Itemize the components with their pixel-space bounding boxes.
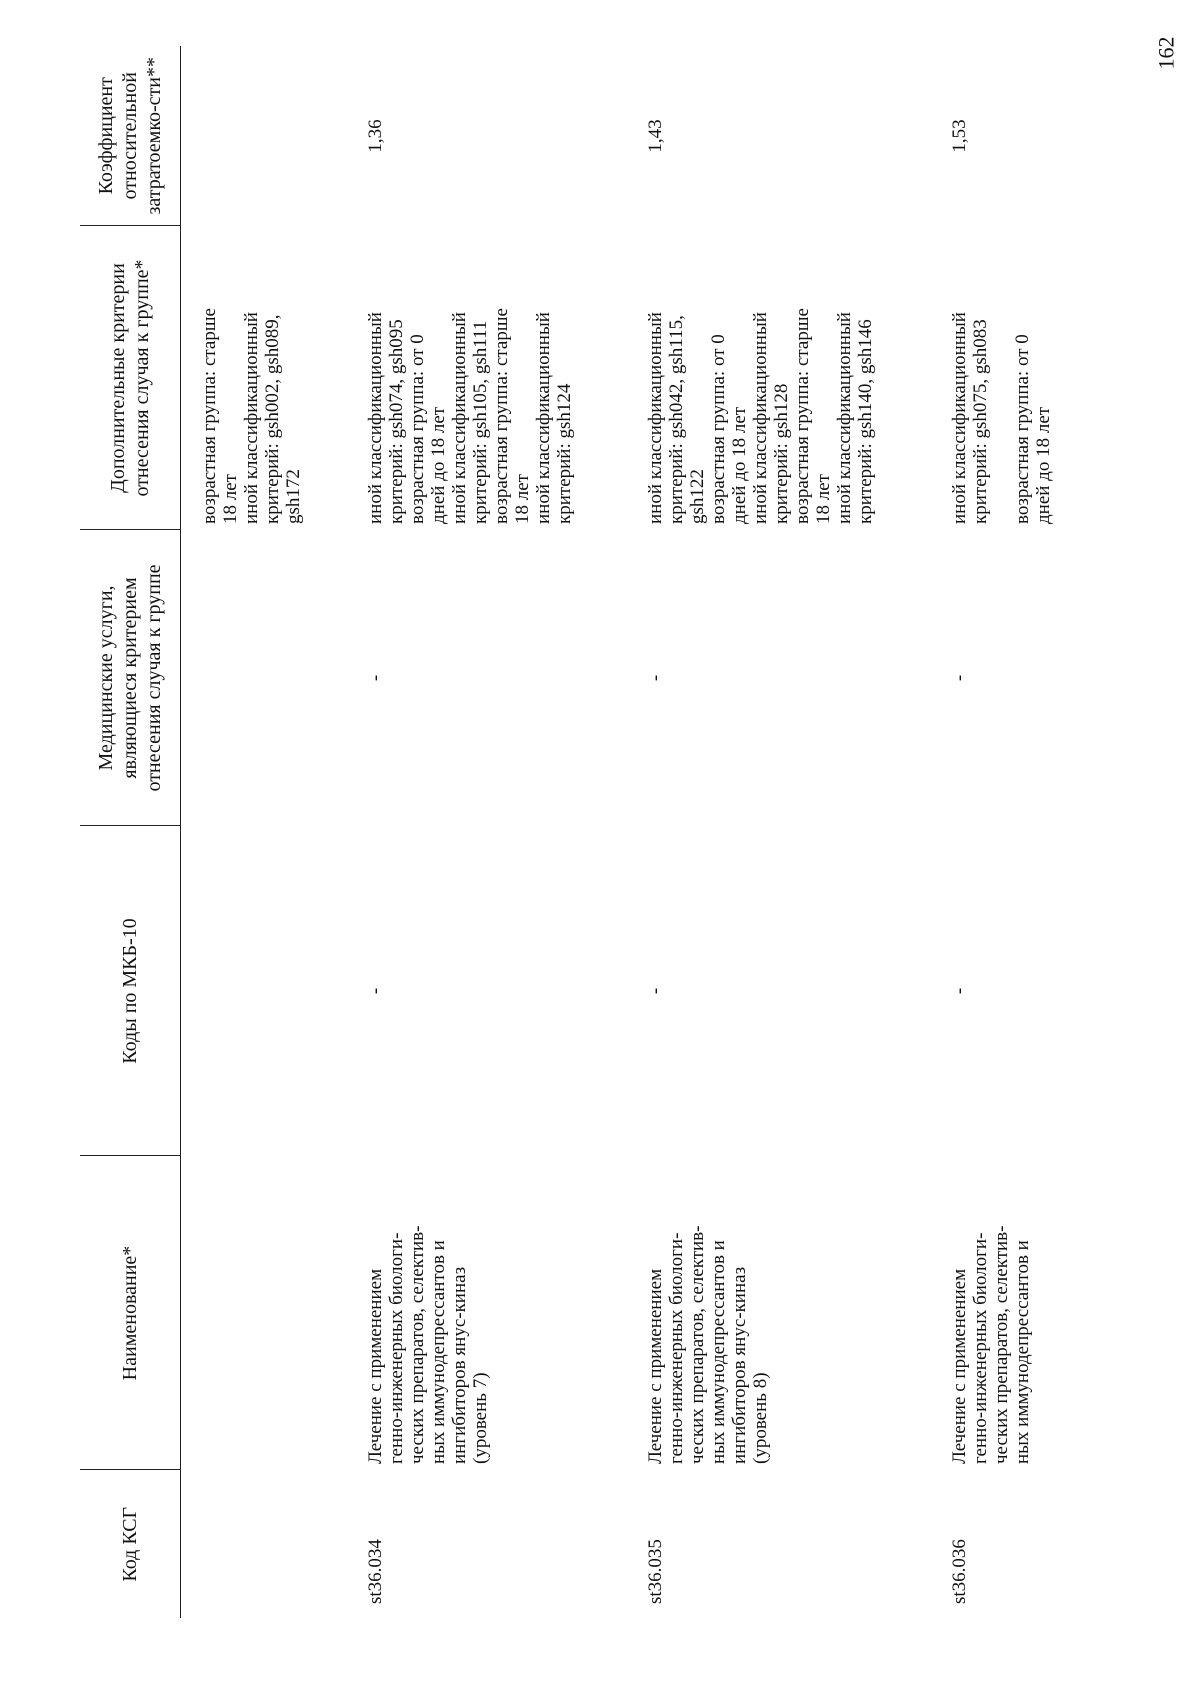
criteria-line: 18 лет <box>512 474 533 524</box>
cell-coefficient <box>181 46 350 226</box>
criteria-spacer <box>991 232 1012 524</box>
criteria-line: дней до 18 лет <box>729 406 750 524</box>
criteria-line: критерий: gsh042, gsh115, <box>666 315 687 524</box>
name-line: генно-инженерных биологи- <box>970 1232 991 1464</box>
name-line: ингибиторов янус-киназ <box>729 1266 750 1464</box>
criteria-line: критерий: gsh105, gsh111 <box>470 320 491 524</box>
name-line: ных иммунодепрессантов и <box>1012 1240 1033 1464</box>
cell-services: - <box>365 674 386 682</box>
cell-criteria <box>349 226 633 530</box>
criteria-line: иной классификационный <box>533 312 554 524</box>
criteria-line: gsh122 <box>687 469 708 524</box>
name-line: (уровень 7) <box>470 1372 491 1464</box>
header-coefficient: Коэффициент относительной затратоемко-сти** <box>80 46 181 226</box>
cell-criteria <box>937 226 1123 530</box>
table-row-continuation <box>181 46 350 1618</box>
cell-code: st36.036 <box>949 1539 970 1604</box>
cell-criteria <box>633 226 937 530</box>
criteria-line: дней до 18 лет <box>428 406 449 524</box>
cell-code <box>181 1470 350 1618</box>
cell-coefficient: 1,43 <box>645 119 666 153</box>
name-line: генно-инженерных биологи- <box>666 1232 687 1464</box>
criteria-line: иной классификационный <box>365 312 386 524</box>
name-line: Лечение с применением <box>365 1268 386 1464</box>
name-line: Лечение с применением <box>645 1268 666 1464</box>
name-line: ческих препаратов, селектив- <box>407 1225 428 1464</box>
ksg-table <box>80 46 1123 1618</box>
criteria-line: возрастная группа: старше <box>792 308 813 524</box>
criteria-line: возрастная группа: старше <box>491 308 512 524</box>
criteria-line: иной классификационный <box>645 312 666 524</box>
criteria-line: дней до 18 лет <box>1033 406 1054 524</box>
table-header-row <box>80 46 181 1618</box>
criteria-line: критерий: gsh074, gsh095 <box>386 319 407 524</box>
criteria-line: иной классификационный <box>449 312 470 524</box>
cell-mkb: - <box>365 987 386 995</box>
cell-code: st36.035 <box>645 1539 666 1604</box>
header-mkb-codes: Коды по МКБ-10 <box>80 826 181 1156</box>
table-row <box>349 46 633 1618</box>
cell-mkb: - <box>645 987 666 995</box>
criteria-line: иной классификационный <box>750 312 771 524</box>
name-line: ингибиторов янус-киназ <box>449 1266 470 1464</box>
criteria-line: возрастная группа: от 0 <box>1012 334 1033 524</box>
cell-services: - <box>949 674 970 682</box>
table-row <box>633 46 937 1618</box>
name-line: генно-инженерных биологи- <box>386 1232 407 1464</box>
header-name: Наименование* <box>80 1156 181 1470</box>
name-line: Лечение с применением <box>949 1268 970 1464</box>
cell-coefficient: 1,53 <box>949 119 970 153</box>
cell-mkb <box>181 826 350 1156</box>
cell-name <box>181 1156 350 1470</box>
rotated-table-sheet <box>80 46 1145 1618</box>
cell-name <box>349 1156 633 1470</box>
name-line: ческих препаратов, селектив- <box>687 1225 708 1464</box>
name-line: ных иммунодепрессантов и <box>708 1240 729 1464</box>
cell-name <box>633 1156 937 1470</box>
name-line: ных иммунодепрессантов и <box>428 1240 449 1464</box>
criteria-line: возрастная группа: от 0 <box>407 334 428 524</box>
header-additional-criteria: Дополнительные критерии отнесения случая к группе* <box>80 226 181 530</box>
cell-name <box>937 1156 1123 1470</box>
criteria-line: возрастная группа: от 0 <box>708 334 729 524</box>
criteria-line: критерий: gsh124 <box>554 383 575 524</box>
criteria-line: критерий: gsh075, gsh083 <box>970 319 991 524</box>
criteria-line: иной классификационный <box>241 312 262 524</box>
table-row <box>937 46 1123 1618</box>
cell-coefficient: 1,36 <box>365 119 386 153</box>
criteria-line: 18 лет <box>220 474 241 524</box>
criteria-line: критерий: gsh002, gsh089, <box>262 314 283 524</box>
criteria-line: gsh172 <box>283 469 304 524</box>
criteria-line: возрастная группа: старше <box>199 308 220 524</box>
cell-mkb: - <box>949 987 970 995</box>
cell-services <box>181 530 350 826</box>
cell-services: - <box>645 674 666 682</box>
criteria-line: критерий: gsh128 <box>771 383 792 524</box>
cell-criteria <box>181 226 350 530</box>
criteria-line: иной классификационный <box>949 312 970 524</box>
name-line: ческих препаратов, селектив- <box>991 1225 1012 1464</box>
page-number: 162 <box>1153 36 1179 70</box>
name-line: (уровень 8) <box>750 1372 771 1464</box>
criteria-line: критерий: gsh140, gsh146 <box>855 319 876 524</box>
cell-code: st36.034 <box>365 1539 386 1604</box>
header-medical-services: Медицинские услуги, являющиеся критерием отнесения случая к группе <box>80 530 181 826</box>
header-ksg-code: Код КСГ <box>80 1470 181 1618</box>
criteria-line: 18 лет <box>813 474 834 524</box>
criteria-line: иной классификационный <box>834 312 855 524</box>
